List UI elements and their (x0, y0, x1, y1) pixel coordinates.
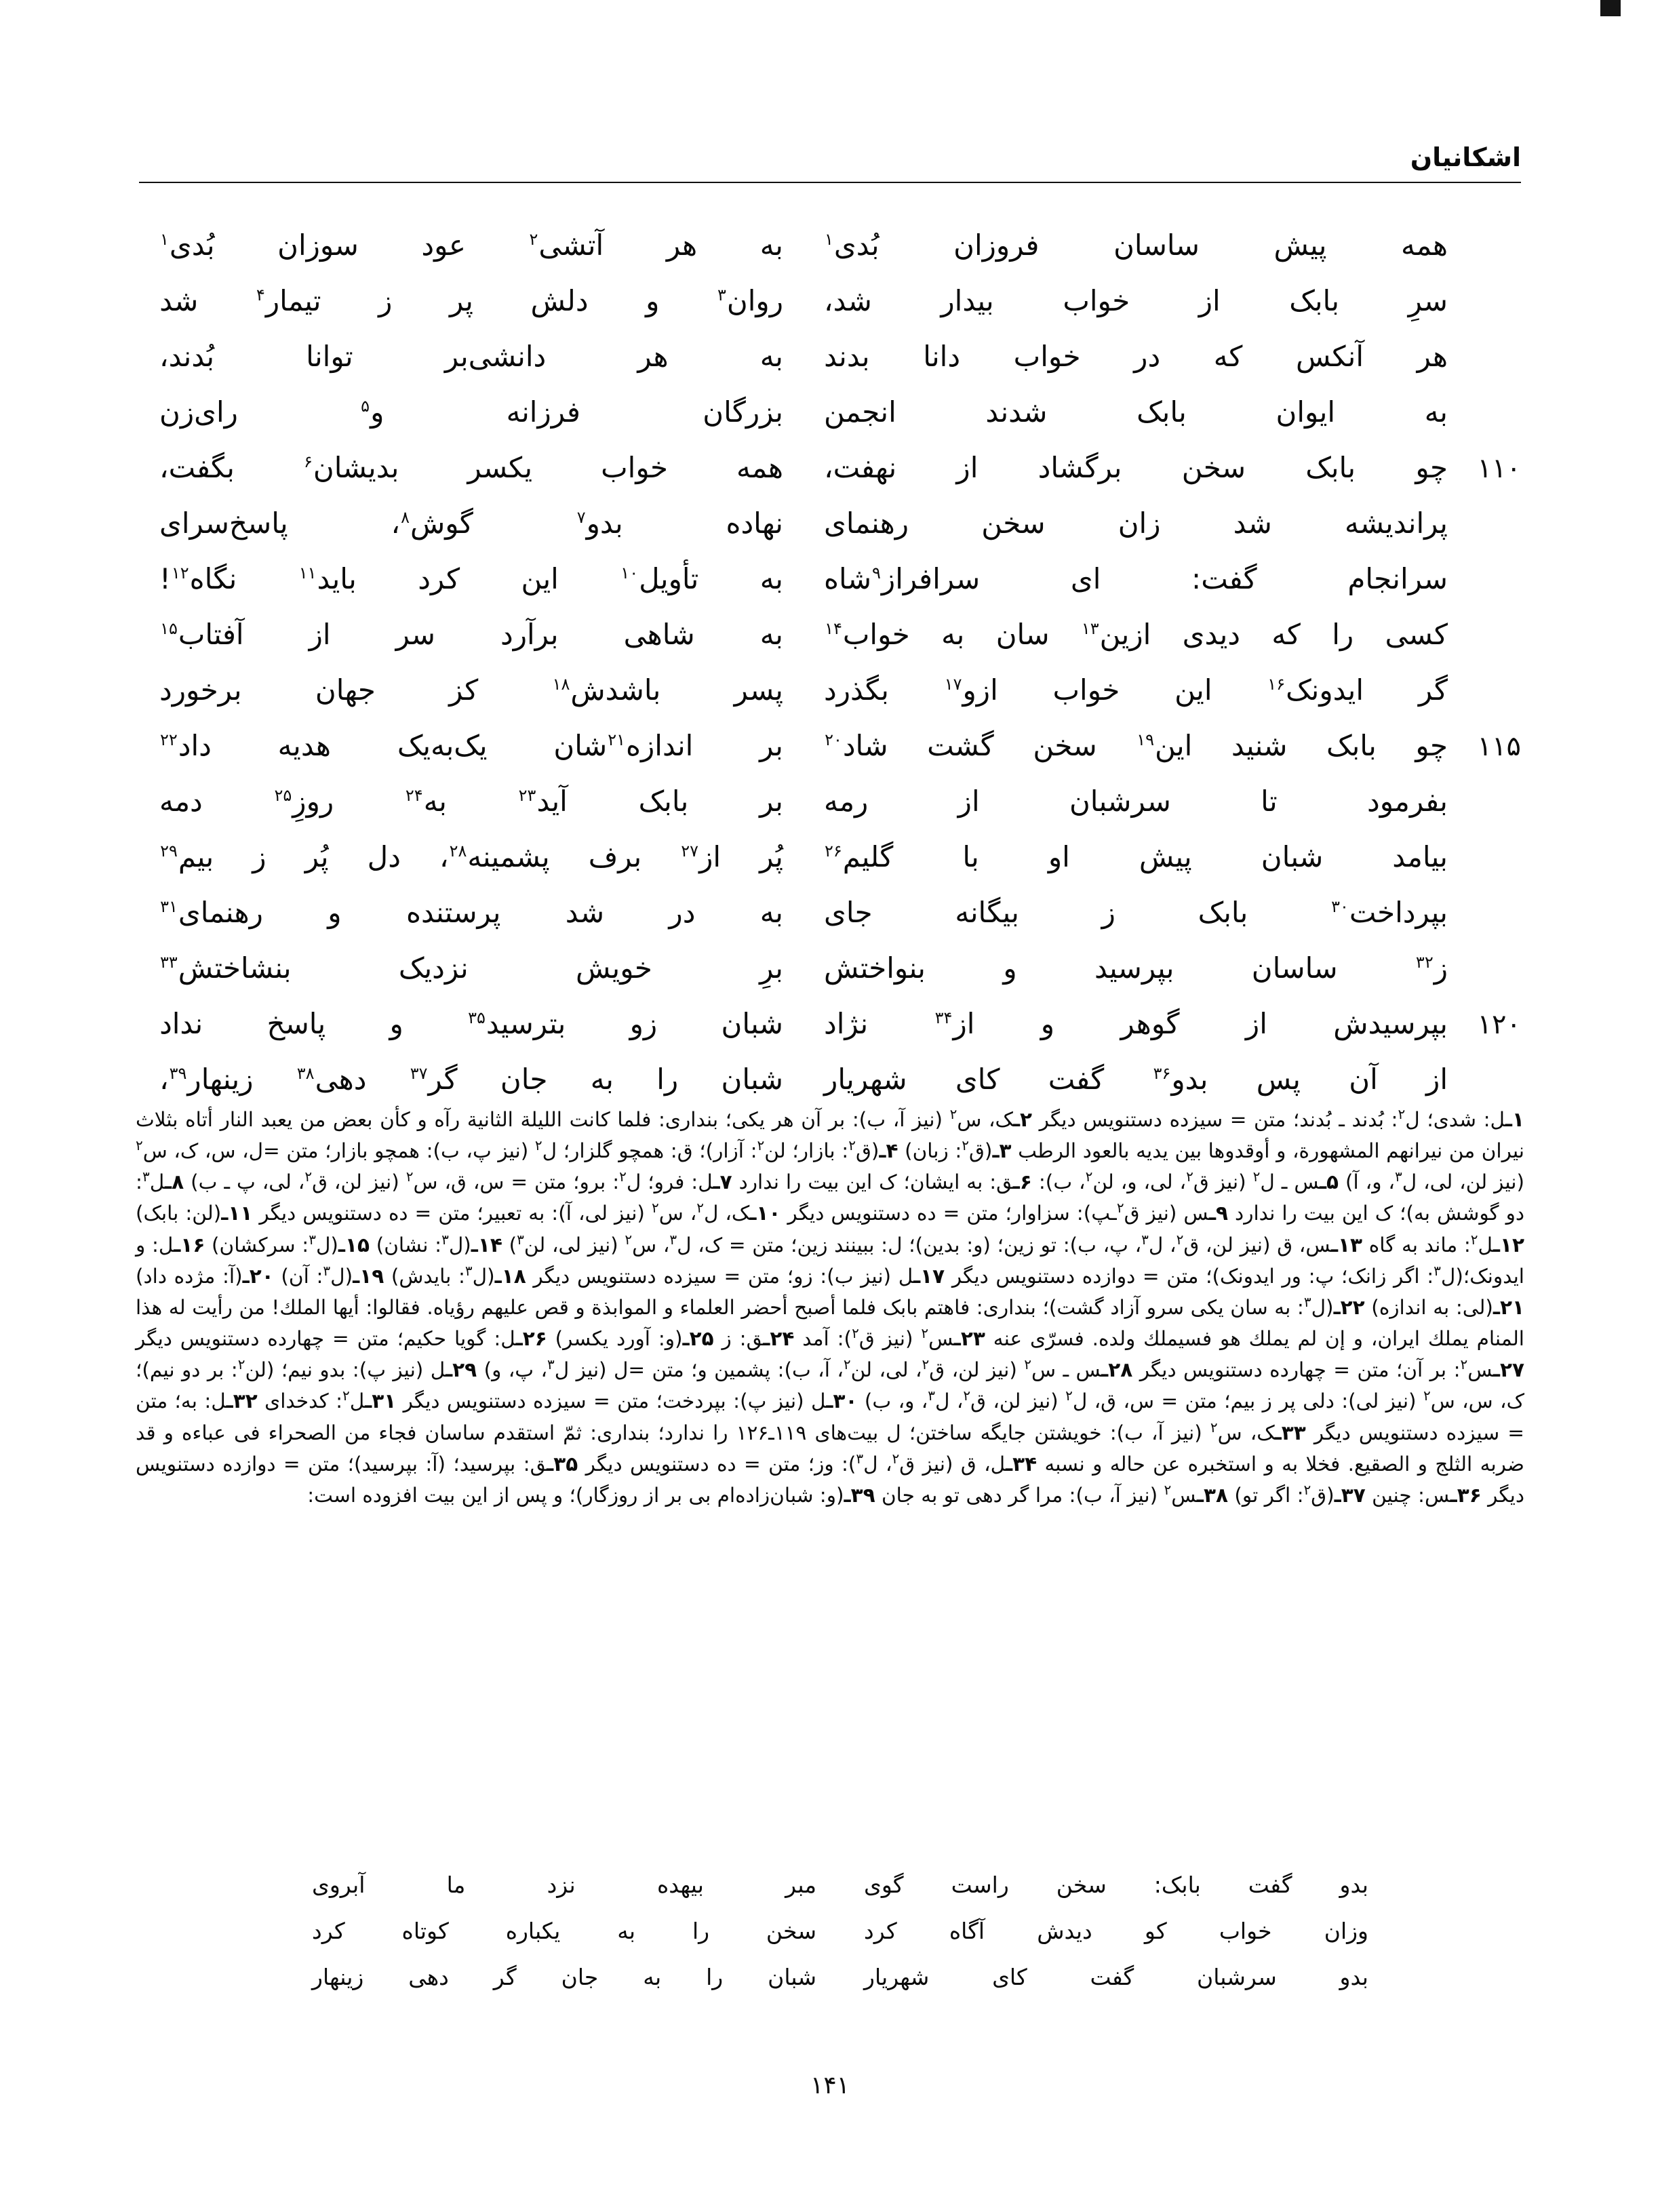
verse-number (1448, 586, 1521, 589)
verse-couplet (139, 446, 1521, 491)
appended-hemistich-right: بدو سرشبان گفت کای شهریار (864, 1964, 1368, 1990)
verse-number: ۱۱۰ (1477, 453, 1521, 484)
appended-hemistich-left: شبان را به جان گر دهی زینهار (312, 1964, 816, 1990)
verse-number (1448, 419, 1521, 422)
verse-number: ۱۱۵ (1477, 731, 1521, 762)
hemistich-right: بیامد شبان پیش او با گلیم$^{۲۶}$ (825, 840, 1448, 873)
hemistich-left: پسر باشدش$^{۱۸}$ کز جهان برخورد (159, 673, 783, 707)
hemistich-right: پراندیشه شد زان سخن رهنمای (824, 507, 1448, 540)
verse-number (1448, 252, 1521, 255)
hemistich-right: بپرسیدش از گوهر و از$^{۳۴}$ نژاد (824, 1007, 1448, 1040)
hemistich-left: بزرگان فرزانه و$^۵$ رای‌زن (159, 395, 783, 429)
hemistich-right: ز$^{۳۲}$ ساسان بپرسید و بنواختش (824, 951, 1448, 985)
appended-hemistich-left: مبر بیهده نزد ما آبروی (312, 1872, 816, 1898)
hemistich-left: به شاهی برآرد سر از آفتاب$^{۱۵}$ (160, 618, 783, 651)
hemistich-right: سرانجام گفت: ای سرافراز$^۹$شاه (824, 562, 1448, 595)
hemistich-right: بفرمود تا سرشبان از رمه (824, 785, 1448, 818)
hemistich-left: به در شد پرستنده و رهنمای$^{۳۱}$ (160, 896, 783, 929)
appended-hemistich-right: وزان خواب کو دیدش آگاه کرد (864, 1918, 1368, 1944)
hemistich-left: برِ خویش نزدیک بنشاختش$^{۳۳}$ (160, 951, 783, 985)
verse-couplet (139, 835, 1521, 880)
verse-number (1448, 975, 1521, 978)
appended-couplet (292, 1914, 1368, 1954)
hemistich-right: گر ایدونک$^{۱۶}$ این خواب ازو$^{۱۷}$ بگذرد (824, 673, 1448, 707)
scan-edge-artifact (1600, 0, 1621, 16)
folio-number: ۱۴۱ (810, 2072, 850, 2099)
hemistich-left: بر بابک آید$^{۲۳}$ به$^{۲۴}$ روزِ$^{۲۵}$ دمه (159, 785, 783, 818)
hemistich-left: بر اندازه$^{۲۱}$شان یک‌به‌یک هدیه داد$^{۲۲}$ (160, 729, 783, 762)
verse-couplet (139, 724, 1521, 769)
verse-number (1448, 1086, 1521, 1089)
verse-couplet (139, 224, 1521, 269)
running-title: اشکانیان (1410, 142, 1521, 172)
critical-apparatus (136, 1104, 1524, 1511)
appended-couplet (292, 1868, 1368, 1908)
hemistich-right: بپرداخت$^{۳۰}$ بابک ز بیگانه جای (824, 896, 1448, 929)
hemistich-right: از آن پس بدو$^{۳۶}$ گفت کای شهریار (824, 1063, 1448, 1096)
appended-couplets (292, 1868, 1368, 2007)
verse-couplet (139, 947, 1521, 991)
hemistich-right: چو بابک شنید این$^{۱۹}$ سخن گشت شاد$^{۲۰}$ (825, 729, 1448, 762)
hemistich-left: به هر آتشی$^۲$ عود سوزان بُدی$^۱$ (160, 229, 783, 262)
verse-number (1448, 697, 1521, 700)
hemistich-left: به هر دانشی‌بر توانا بُدند، (159, 340, 783, 373)
verse-couplet (139, 1002, 1521, 1047)
verse-couplet (139, 780, 1521, 825)
verse-number (1448, 363, 1521, 366)
header-rule (139, 182, 1521, 183)
hemistich-right: چو بابک سخن برگشاد از نهفت، (824, 451, 1448, 484)
running-head (139, 142, 1521, 183)
verse-couplet (139, 613, 1521, 658)
verse-number (1448, 308, 1521, 311)
hemistich-left: به تأویل$^{۱۰}$ این کرد باید$^{۱۱}$ نگاه$^{۱۲}$! (159, 562, 783, 595)
verse-couplet (139, 557, 1521, 602)
apparatus-paragraph: ۱ـل: شدی؛ ل$^۲$: بُدند ـ بُدند؛ متن = سیزده دستنویس دیگر ۲ـک، س$^۲$ (نیز آ، ب): بر آن هر یکی؛ بنداری: فلما کانت اللیلة الثانیة رآه و کأن بعض من یعبد النار أتاه بثلاث نیران من نیرانهم المشهورة، و أوقدوها بین یدیه بالعود الرطب ۳ـ(ق$^۲$: زبان) ۴ـ(ق$^۲$: بازار؛ لن$^۲$: آزار)؛ ق: همچو گلزار؛ ل$^۲$ (نیز پ، ب): همچو بازار؛ متن =ل، س، ک، س$^۲$ (نیز لن، لی، ل$^۳$، و، آ) ۵ـس ـ ل$^۲$ (نیز ق$^۲$، لی، و، لن$^۲$، ب): ۶ـق: به ایشان؛ ک این بیت را ندارد ۷ـل: فرو؛ ل$^۲$: برو؛ متن = س، ق، س$^۲$ (نیز لن، ق$^۲$، لی، پ ـ ب) ۸ـل$^۳$: دو گوشش به)؛ ک این بیت را ندارد ۹ـس (نیز ق$^۲$ـپ): سزاوار؛ متن = ده دستنویس دیگر ۱۰ـک، ل$^۲$، س$^۲$ (نیز لی، آ): به تعبیر؛ متن = ده دستنویس دیگر ۱۱ـ(لن: بابک) ۱۲ـل$^۲$: ماند به گاه ۱۳ـس، ق (نیز لن، ق$^۲$، ل$^۳$، پ، ب): تو زین؛ (و: بدین)؛ ل: ببینند زین؛ متن = ک، ل$^۳$، س$^۲$ (نیز لی، لن$^۳$) ۱۴ـ(ل$^۳$: نشان) ۱۵ـ(ل$^۳$: سرکشان) ۱۶ـل: و ایدونک؛(ل$^۳$: اگر زانک؛ پ: ور ایدونک)؛ متن = دوازده دستنویس دیگر ۱۷ـل (نیز ب): زو؛ متن = سیزده دستنویس دیگر ۱۸ـ(ل$^۳$: بایدش) ۱۹ـ(ل$^۳$: آن) ۲۰ـ(آ: مژده داد) ۲۱ـ(لی: به اندازه) ۲۲ـ(ل$^۳$: به سان یکی سرو آزاد گشت)؛ بنداری: فاهتم بابک فلما أصبح أحضر العلماء و الموابذة و قص علیهم رؤیاه. فقالوا: أیها الملك! من رأیت له هذا المنام یملك ایران، و إن لم یملك هو فسیملك ولده. فسرّی عنه ۲۳ـس$^۲$ (نیز ق$^۲$): آمد ۲۴ـق: ز ۲۵ـ(و: آورد یکسر) ۲۶ـل: گویا حکیم؛ متن = چهارده دستنویس دیگر ۲۷ـس$^۲$: بر آن؛ متن = چهارده دستنویس دیگر ۲۸ـس ـ س$^۲$ (نیز لن، ق$^۲$، لی، لن$^۲$، آ، ب): پشمین و؛ متن =ل (نیز ل$^۳$، پ، و) ۲۹ـل (نیز پ): بدو نیم؛ (لن$^۲$: بر دو نیم)؛ک، س، س$^۲$ (نیز لی): دلی پر ز بیم؛ متن = س، ق، ل$^۲$ (نیز لن، ق$^۲$، ل$^۳$، و، ب) ۳۰ـل (نیز پ): بپردخت؛ متن = سیزده دستنویس دیگر ۳۱ـل$^۲$: کدخدای ۳۲ـل: به؛ متن = سیزده دستنویس دیگر ۳۳ـک، س$^۲$ (نیز آ، ب): خویشتن جایگه ساختن؛ ل بیت‌های ۱۱۹ـ۱۲۶ را ندارد؛ بنداری: ثمّ استقدم ساسان فجاء من الصحراء فی عباءه و قد ضربه الثلج و الصقیع. فخلا به و استخبره عن حاله و نسبه ۳۴ـل، ق (نیز ق$^۲$، ل$^۳$): وز؛ متن = ده دستنویس دیگر ۳۵ـق: بپرسید؛ (آ: بپرسید)؛ متن = دوازده دستنویس دیگر ۳۶ـس: چنین ۳۷ـ(ق$^۲$: اگر تو) ۳۸ـس$^۲$ (نیز آ، ب): مرا گر دهی تو به جان ۳۹ـ(و: شبان‌زاده‌ام بی بر از روزگار)؛ و پس از این بیت افزوده است: (136, 1106, 1525, 1507)
appended-couplet (292, 1960, 1368, 2000)
verse-block (139, 224, 1521, 1113)
hemistich-left: شبان را به جان گر$^{۳۷}$ دهی$^{۳۸}$ زینهار$^{۳۹}$، (159, 1063, 783, 1096)
hemistich-left: نهاده بدو$^۷$ گوش$^۸$، پاسخ‌سرای (159, 507, 783, 540)
verse-number (1448, 864, 1521, 867)
verse-number (1448, 641, 1521, 644)
hemistich-left: همه خواب یکسر بدیشان$^۶$ بگفت، (159, 451, 783, 484)
verse-couplet (139, 1058, 1521, 1103)
verse-couplet (139, 279, 1521, 324)
hemistich-right: همه پیش ساسان فروزان بُدی$^۱$ (825, 229, 1448, 262)
verse-couplet (139, 502, 1521, 547)
hemistich-left: روان$^۳$ و دلش پر ز تیمار$^۴$ شد (159, 284, 783, 317)
verse-couplet (139, 669, 1521, 713)
verse-number: ۱۲۰ (1477, 1009, 1521, 1040)
hemistich-right: کسی را که دیدی ازین$^{۱۳}$ سان به خواب$^{۱۴}$ (825, 618, 1448, 651)
hemistich-right: به ایوان بابک شدند انجمن (824, 395, 1448, 429)
verse-number (1448, 808, 1521, 811)
verse-number (1448, 530, 1521, 533)
verse-number (1448, 920, 1521, 922)
appended-hemistich-left: سخن را به یکباره کوتاه کرد (312, 1918, 816, 1944)
hemistich-right: هر آنکس که در خواب دانا بدند (824, 340, 1448, 373)
appended-hemistich-right: بدو گفت بابک: سخن راست گوی (864, 1872, 1368, 1898)
verse-couplet (139, 391, 1521, 435)
hemistich-right: سرِ بابک از خواب بیدار شد، (824, 284, 1448, 317)
verse-couplet (139, 335, 1521, 380)
hemistich-left: پُر از$^{۲۷}$ برف پشمینه$^{۲۸}$، دل پُر ز بیم$^{۲۹}$ (160, 840, 783, 873)
verse-couplet (139, 891, 1521, 936)
hemistich-left: شبان زو بترسید$^{۳۵}$ و پاسخ نداد (159, 1007, 783, 1040)
